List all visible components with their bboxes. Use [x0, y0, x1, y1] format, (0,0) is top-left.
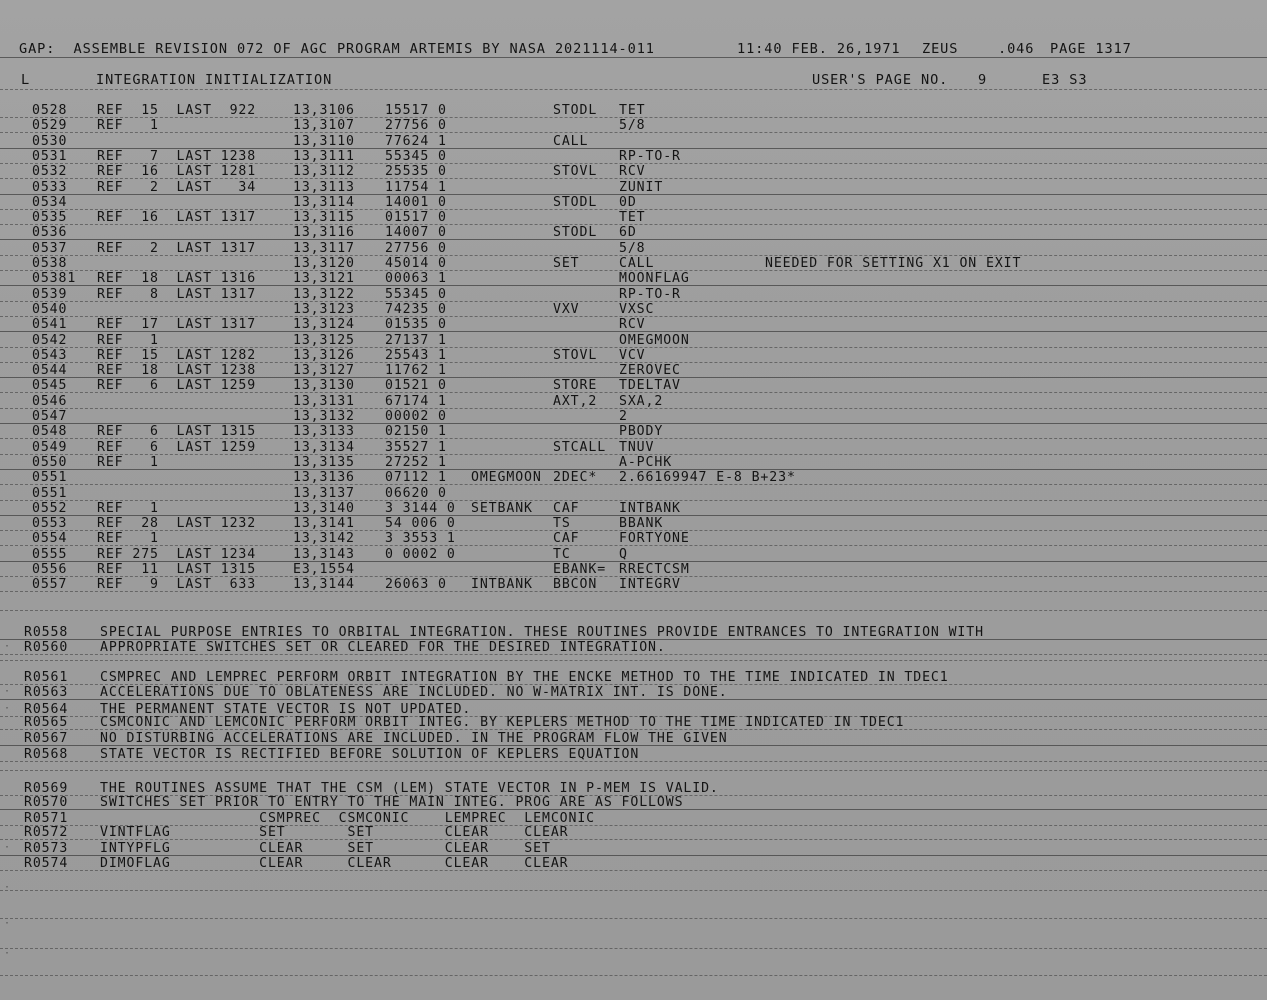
- remark-text: ACCELERATIONS DUE TO OBLATENESS ARE INCLUDED. NO W-MATRIX INT. IS DONE.: [100, 685, 728, 700]
- address: 13,3106: [293, 103, 355, 118]
- remark-text: NO DISTURBING ACCELERATIONS ARE INCLUDED. IN THE PROGRAM FLOW THE GIVEN: [100, 731, 728, 746]
- operand: FORTYONE: [619, 531, 690, 546]
- operand: TDELTAV: [619, 378, 681, 393]
- header-time: 11:40 FEB. 26,1971: [737, 41, 901, 57]
- reference-info: REF 1: [97, 531, 159, 546]
- line-number: 0529: [32, 118, 68, 133]
- remark-line-number: R0569: [24, 781, 69, 796]
- opcode: CAF: [553, 501, 580, 516]
- line-number: 0531: [32, 149, 68, 164]
- reference-info: REF 16 LAST 1281: [97, 164, 257, 179]
- ruled-line: [0, 89, 1267, 90]
- address: 13,3132: [293, 409, 355, 424]
- ruled-line: [0, 890, 1267, 891]
- opcode: TS: [553, 516, 571, 531]
- remark-text: APPROPRIATE SWITCHES SET OR CLEARED FOR THE DESIRED INTEGRATION.: [100, 640, 666, 655]
- ruled-line: [0, 745, 1267, 746]
- remark-text: SPECIAL PURPOSE ENTRIES TO ORBITAL INTEGRATION. THESE ROUTINES PROVIDE ENTRANCES TO INTEGRATION WITH: [100, 625, 984, 640]
- header-page: PAGE 1317: [1050, 41, 1132, 57]
- remark-line-number: R0574: [24, 856, 69, 871]
- remark-text: SWITCHES SET PRIOR TO ENTRY TO THE MAIN INTEG. PROG ARE AS FOLLOWS: [100, 795, 684, 810]
- reference-info: REF 2 LAST 1317: [97, 241, 257, 256]
- ruled-line: [0, 178, 1267, 179]
- octal-code: 07112 1: [385, 470, 447, 485]
- line-number: 0537: [32, 241, 68, 256]
- operand: BBANK: [619, 516, 664, 531]
- octal-code: 55345 0: [385, 149, 447, 164]
- operand: TET: [619, 210, 646, 225]
- address: E3,1554: [293, 562, 355, 577]
- ruled-line: [0, 809, 1267, 810]
- octal-code: 11754 1: [385, 180, 447, 195]
- line-number: 05381: [32, 271, 77, 286]
- header-title: GAP: ASSEMBLE REVISION 072 OF AGC PROGRAM ARTEMIS BY NASA 2021114-011: [19, 41, 655, 57]
- reference-info: REF 17 LAST 1317: [97, 317, 257, 332]
- remark-line-number: R0571: [24, 811, 69, 826]
- opcode: STOVL: [553, 164, 598, 179]
- line-number: 0553: [32, 516, 68, 531]
- address: 13,3131: [293, 394, 355, 409]
- symbol-label: OMEGMOON: [471, 470, 542, 485]
- ruled-line: [0, 729, 1267, 730]
- address: 13,3121: [293, 271, 355, 286]
- ruled-line: [0, 654, 1267, 655]
- operand: TNUV: [619, 440, 655, 455]
- operand: PBODY: [619, 424, 664, 439]
- remark-text: DIMOFLAG CLEAR CLEAR CLEAR CLEAR: [100, 856, 569, 871]
- margin-tick: ·: [4, 641, 11, 652]
- remark-line-number: R0563: [24, 685, 69, 700]
- remark-line-number: R0567: [24, 731, 69, 746]
- address: 13,3125: [293, 333, 355, 348]
- line-number: 0557: [32, 577, 68, 592]
- octal-code: 01521 0: [385, 378, 447, 393]
- octal-code: 0 0002 0: [385, 547, 456, 562]
- octal-code: 54 006 0: [385, 516, 456, 531]
- operand: 5/8: [619, 241, 646, 256]
- line-number: 0551: [32, 470, 68, 485]
- ruled-line: [0, 408, 1267, 409]
- opcode: STODL: [553, 195, 598, 210]
- reference-info: REF 8 LAST 1317: [97, 287, 257, 302]
- operand: RRECTCSM: [619, 562, 690, 577]
- line-number: 0539: [32, 287, 68, 302]
- opcode: SET: [553, 256, 580, 271]
- remark-text: THE PERMANENT STATE VECTOR IS NOT UPDATED.: [100, 702, 472, 717]
- address: 13,3136: [293, 470, 355, 485]
- operand: 2.66169947 E-8 B+23*: [619, 470, 796, 485]
- margin-tick: ·: [4, 948, 11, 959]
- opcode: CAF: [553, 531, 580, 546]
- octal-code: 25535 0: [385, 164, 447, 179]
- octal-code: 27137 1: [385, 333, 447, 348]
- address: 13,3140: [293, 501, 355, 516]
- margin-tick: ·: [4, 918, 11, 929]
- operand: ZEROVEC: [619, 363, 681, 378]
- operand: MOONFLAG: [619, 271, 690, 286]
- line-number: 0547: [32, 409, 68, 424]
- remark-text: CSMPREC CSMCONIC LEMPREC LEMCONIC: [100, 811, 596, 826]
- operand: RP-TO-R: [619, 149, 681, 164]
- octal-code: 3 3144 0: [385, 501, 456, 516]
- reference-info: REF 15 LAST 922: [97, 103, 257, 118]
- ruled-line: [0, 918, 1267, 919]
- address: 13,3130: [293, 378, 355, 393]
- ruled-line: [0, 57, 1267, 58]
- users-page-label: USER'S PAGE NO.: [812, 72, 949, 88]
- line-number: 0550: [32, 455, 68, 470]
- operand: RCV: [619, 164, 646, 179]
- ruled-line: [0, 870, 1267, 871]
- opcode: TC: [553, 547, 571, 562]
- octal-code: 74235 0: [385, 302, 447, 317]
- operand: CALL: [619, 256, 655, 271]
- line-number: 0532: [32, 164, 68, 179]
- remark-line-number: R0561: [24, 670, 69, 685]
- line-number: 0528: [32, 103, 68, 118]
- header-number: .046: [998, 41, 1035, 57]
- reference-info: REF 1: [97, 455, 159, 470]
- bank-label: E3 S3: [1042, 72, 1088, 88]
- opcode: EBANK=: [553, 562, 607, 577]
- address: 13,3122: [293, 287, 355, 302]
- octal-code: 15517 0: [385, 103, 447, 118]
- line-number: 0540: [32, 302, 68, 317]
- ruled-line: [0, 975, 1267, 976]
- reference-info: REF 6 LAST 1315: [97, 424, 257, 439]
- address: 13,3120: [293, 256, 355, 271]
- reference-info: REF 275 LAST 1234: [97, 547, 257, 562]
- remark-text: CSMCONIC AND LEMCONIC PERFORM ORBIT INTEG. BY KEPLERS METHOD TO THE TIME INDICATED IN TDEC1: [100, 715, 905, 730]
- address: 13,3107: [293, 118, 355, 133]
- operand: SXA,2: [619, 394, 664, 409]
- line-number: 0544: [32, 363, 68, 378]
- operand: INTBANK: [619, 501, 681, 516]
- opcode: AXT,2: [553, 394, 598, 409]
- ruled-line: [0, 660, 1267, 661]
- line-number: 0542: [32, 333, 68, 348]
- reference-info: REF 1: [97, 333, 159, 348]
- address: 13,3117: [293, 241, 355, 256]
- margin-tick: ·: [4, 882, 11, 893]
- reference-info: REF 18 LAST 1238: [97, 363, 257, 378]
- operand: RP-TO-R: [619, 287, 681, 302]
- octal-code: 25543 1: [385, 348, 447, 363]
- address: 13,3134: [293, 440, 355, 455]
- operand: Q: [619, 547, 628, 562]
- ruled-line: [0, 591, 1267, 592]
- margin-tick: ·: [4, 686, 11, 697]
- line-number: 0536: [32, 225, 68, 240]
- octal-code: 11762 1: [385, 363, 447, 378]
- octal-code: 27756 0: [385, 241, 447, 256]
- remark-line-number: R0568: [24, 747, 69, 762]
- line-number: 0543: [32, 348, 68, 363]
- address: 13,3137: [293, 486, 355, 501]
- operand: 2: [619, 409, 628, 424]
- address: 13,3142: [293, 531, 355, 546]
- address: 13,3115: [293, 210, 355, 225]
- remark-line-number: R0573: [24, 841, 69, 856]
- line-number: 0554: [32, 531, 68, 546]
- symbol-label: INTBANK: [471, 577, 533, 592]
- octal-code: 67174 1: [385, 394, 447, 409]
- octal-code: 02150 1: [385, 424, 447, 439]
- remark-line-number: R0572: [24, 825, 69, 840]
- ruled-line: [0, 948, 1267, 949]
- remark-line-number: R0565: [24, 715, 69, 730]
- operand: 5/8: [619, 118, 646, 133]
- ruled-line: [0, 438, 1267, 439]
- address: 13,3144: [293, 577, 355, 592]
- line-number: 0538: [32, 256, 68, 271]
- operand: RCV: [619, 317, 646, 332]
- reference-info: REF 2 LAST 34: [97, 180, 257, 195]
- address: 13,3110: [293, 134, 355, 149]
- operand: OMEGMOON: [619, 333, 690, 348]
- operand: VCV: [619, 348, 646, 363]
- octal-code: 14007 0: [385, 225, 447, 240]
- line-number: 0556: [32, 562, 68, 577]
- ruled-line: [0, 285, 1267, 286]
- ruled-line: [0, 761, 1267, 762]
- reference-info: REF 7 LAST 1238: [97, 149, 257, 164]
- address: 13,3113: [293, 180, 355, 195]
- octal-code: 55345 0: [385, 287, 447, 302]
- operand: VXSC: [619, 302, 655, 317]
- octal-code: 06620 0: [385, 486, 447, 501]
- comment: NEEDED FOR SETTING X1 ON EXIT: [765, 256, 1022, 271]
- reference-info: REF 18 LAST 1316: [97, 271, 257, 286]
- opcode: STODL: [553, 103, 598, 118]
- address: 13,3126: [293, 348, 355, 363]
- reference-info: REF 28 LAST 1232: [97, 516, 257, 531]
- subheader-title: INTEGRATION INITIALIZATION: [96, 72, 333, 88]
- operand: INTEGRV: [619, 577, 681, 592]
- opcode: STORE: [553, 378, 598, 393]
- octal-code: 45014 0: [385, 256, 447, 271]
- line-number: 0551: [32, 486, 68, 501]
- address: 13,3112: [293, 164, 355, 179]
- operand: ZUNIT: [619, 180, 664, 195]
- opcode: 2DEC*: [553, 470, 598, 485]
- ruled-line: [0, 331, 1267, 332]
- reference-info: REF 6 LAST 1259: [97, 440, 257, 455]
- address: 13,3123: [293, 302, 355, 317]
- octal-code: 00063 1: [385, 271, 447, 286]
- line-number: 0555: [32, 547, 68, 562]
- remark-line-number: R0558: [24, 625, 69, 640]
- address: 13,3124: [293, 317, 355, 332]
- opcode: BBCON: [553, 577, 598, 592]
- octal-code: 00002 0: [385, 409, 447, 424]
- line-number: 0549: [32, 440, 68, 455]
- reference-info: REF 15 LAST 1282: [97, 348, 257, 363]
- reference-info: REF 1: [97, 118, 159, 133]
- line-number: 0541: [32, 317, 68, 332]
- operand: TET: [619, 103, 646, 118]
- ruled-line: [0, 392, 1267, 393]
- line-number: 0533: [32, 180, 68, 195]
- ruled-line: [0, 545, 1267, 546]
- octal-code: 3 3553 1: [385, 531, 456, 546]
- line-number: 0548: [32, 424, 68, 439]
- ruled-line: [0, 839, 1267, 840]
- remark-text: STATE VECTOR IS RECTIFIED BEFORE SOLUTION OF KEPLERS EQUATION: [100, 747, 640, 762]
- reference-info: REF 1: [97, 501, 159, 516]
- reference-info: REF 6 LAST 1259: [97, 378, 257, 393]
- ruled-line: [0, 699, 1267, 700]
- address: 13,3114: [293, 195, 355, 210]
- octal-code: 27756 0: [385, 118, 447, 133]
- line-number: 0552: [32, 501, 68, 516]
- subheader-type: L: [21, 72, 31, 88]
- margin-tick: ·: [4, 842, 11, 853]
- opcode: CALL: [553, 134, 589, 149]
- ruled-line: [0, 484, 1267, 485]
- opcode: VXV: [553, 302, 580, 317]
- margin-tick: ·: [4, 703, 11, 714]
- opcode: STODL: [553, 225, 598, 240]
- remark-line-number: R0570: [24, 795, 69, 810]
- opcode: STCALL: [553, 440, 607, 455]
- line-number: 0546: [32, 394, 68, 409]
- octal-code: 01535 0: [385, 317, 447, 332]
- remark-text: CSMPREC AND LEMPREC PERFORM ORBIT INTEGRATION BY THE ENCKE METHOD TO THE TIME INDICATED IN TDEC1: [100, 670, 949, 685]
- reference-info: REF 16 LAST 1317: [97, 210, 257, 225]
- octal-code: 26063 0: [385, 577, 447, 592]
- header-system: ZEUS: [922, 41, 959, 57]
- line-number: 0530: [32, 134, 68, 149]
- reference-info: REF 9 LAST 633: [97, 577, 257, 592]
- ruled-line: [0, 770, 1267, 771]
- operand: 0D: [619, 195, 637, 210]
- operand: 6D: [619, 225, 637, 240]
- reference-info: REF 11 LAST 1315: [97, 562, 257, 577]
- ruled-line: [0, 610, 1267, 611]
- ruled-line: [0, 132, 1267, 133]
- address: 13,3143: [293, 547, 355, 562]
- users-page-number: 9: [978, 72, 988, 88]
- remark-text: THE ROUTINES ASSUME THAT THE CSM (LEM) STATE VECTOR IN P-MEM IS VALID.: [100, 781, 719, 796]
- remark-line-number: R0564: [24, 702, 69, 717]
- remark-line-number: R0560: [24, 640, 69, 655]
- operand: A-PCHK: [619, 455, 673, 470]
- remark-text: VINTFLAG SET SET CLEAR CLEAR: [100, 825, 569, 840]
- address: 13,3133: [293, 424, 355, 439]
- octal-code: 77624 1: [385, 134, 447, 149]
- octal-code: 14001 0: [385, 195, 447, 210]
- opcode: STOVL: [553, 348, 598, 363]
- address: 13,3127: [293, 363, 355, 378]
- symbol-label: SETBANK: [471, 501, 533, 516]
- address: 13,3135: [293, 455, 355, 470]
- address: 13,3116: [293, 225, 355, 240]
- line-number: 0545: [32, 378, 68, 393]
- octal-code: 01517 0: [385, 210, 447, 225]
- remark-text: INTYPFLG CLEAR SET CLEAR SET: [100, 841, 551, 856]
- address: 13,3141: [293, 516, 355, 531]
- octal-code: 27252 1: [385, 455, 447, 470]
- line-number: 0535: [32, 210, 68, 225]
- address: 13,3111: [293, 149, 355, 164]
- line-number: 0534: [32, 195, 68, 210]
- octal-code: 35527 1: [385, 440, 447, 455]
- ruled-line: [0, 239, 1267, 240]
